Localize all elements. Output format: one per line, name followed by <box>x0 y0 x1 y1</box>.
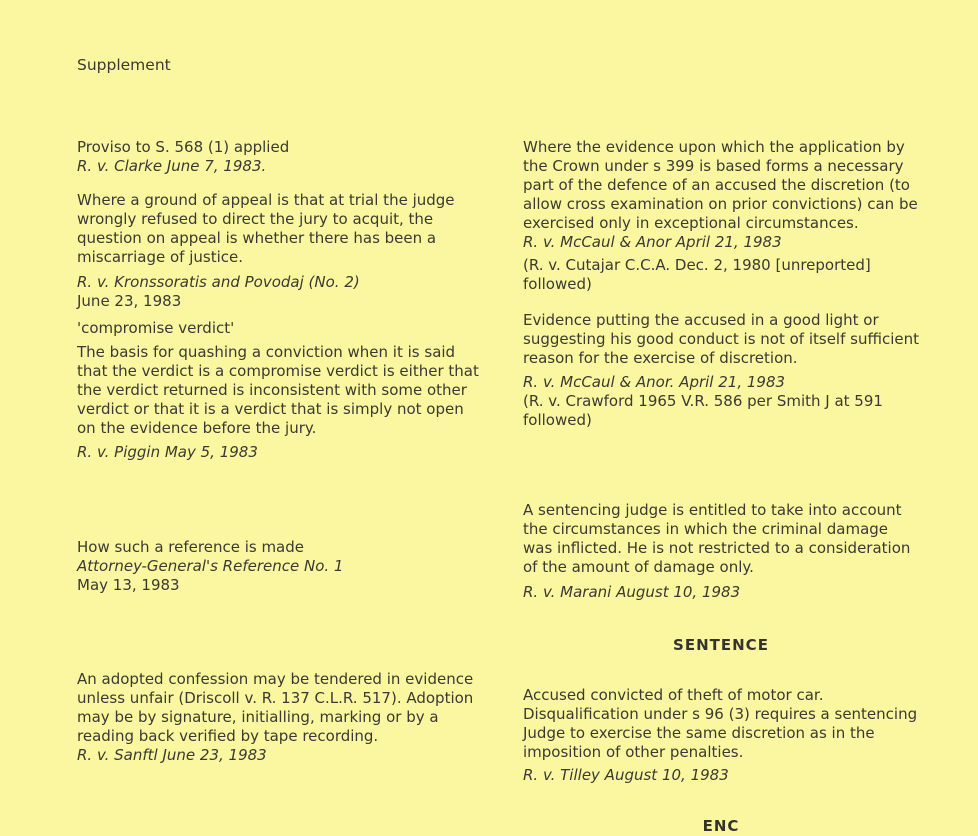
case-citation: R. v. Clarke June 7, 1983. <box>77 157 267 175</box>
entry-reference <box>77 538 479 595</box>
section-heading-sentence: SENTENCE <box>673 636 769 654</box>
entry-text: A sentencing judge is entitled to take into account the circumstances in which the criminal damage was inflicted. He is not restricted to a consideration of the amount of damage only. <box>523 501 911 576</box>
case-citation: R. v. McCaul & Anor April 21, 1983 <box>523 233 782 251</box>
case-citation: R. v. Tilley August 10, 1983 <box>523 766 729 784</box>
case-citation: R. v. Marani August 10, 1983 <box>523 583 741 601</box>
case-citation: R. v. McCaul & Anor. April 21, 1983 <box>523 373 786 391</box>
case-citation: Attorney-General's Reference No. 1 <box>77 557 344 575</box>
page-header-label: Supplement <box>77 56 171 74</box>
entry-text: Proviso to S. 568 (1) applied <box>77 138 290 156</box>
entry-text: Evidence putting the accused in a good light or suggesting his good conduct is not of itself sufficient reason for the exercise of discretion. <box>523 311 920 367</box>
entry-title: 'compromise verdict' <box>77 319 235 337</box>
entry-good-conduct <box>523 311 919 430</box>
case-date: June 23, 1983 <box>77 292 182 310</box>
case-citation: R. v. Kronssoratis and Povodaj (No. 2) <box>77 273 360 291</box>
case-citation: R. v. Sanftl June 23, 1983 <box>77 746 267 764</box>
entry-adopted-confession <box>77 670 479 765</box>
entry-text: The basis for quashing a conviction when it is said that the verdict is a compromise verdict is either that the verdict returned is inconsistent with some other verdict or that it is a verdict that is simply not open on the evidence before the jury. <box>77 343 479 437</box>
entry-text: Where the evidence upon which the application by the Crown under s 399 is based forms a necessary part of the defence of an accused the discretion (to allow cross examination on prior convictions) can be exercised only in exceptional circumstances. <box>523 138 918 232</box>
entry-text: Accused convicted of theft of motor car. Disqualification under s 96 (3) requires a sentencing Judge to exercise the same discretion as in the imposition of other penalties. <box>523 686 918 761</box>
case-reference: (R. v. Crawford 1965 V.R. 586 per Smith J at 591 followed) <box>523 392 883 429</box>
entry-text: Where a ground of appeal is that at trial the judge wrongly refused to direct the jury to acquit, the question on appeal is whether there has been a miscarriage of justice. <box>77 191 455 266</box>
entry-cross-examination <box>523 138 919 294</box>
case-reference: (R. v. Cutajar C.C.A. Dec. 2, 1980 [unreported] followed) <box>523 256 871 293</box>
case-citation: R. v. Piggin May 5, 1983 <box>77 443 258 461</box>
entry-criminal-damage <box>523 501 919 602</box>
entry-disqualification <box>523 686 919 785</box>
entry-text: An adopted confession may be tendered in evidence unless unfair (Driscoll v. R. 137 C.L.R. 517). Adoption may be by signature, initialling, marking or by a reading back verified by tape recording. <box>77 670 474 745</box>
entry-text: How such a reference is made <box>77 538 304 556</box>
section-heading-bottom: ENC <box>702 817 740 835</box>
entry-proviso <box>77 138 479 176</box>
entry-compromise-verdict <box>77 319 479 462</box>
entry-miscarriage <box>77 191 479 311</box>
case-date: May 13, 1983 <box>77 576 180 594</box>
